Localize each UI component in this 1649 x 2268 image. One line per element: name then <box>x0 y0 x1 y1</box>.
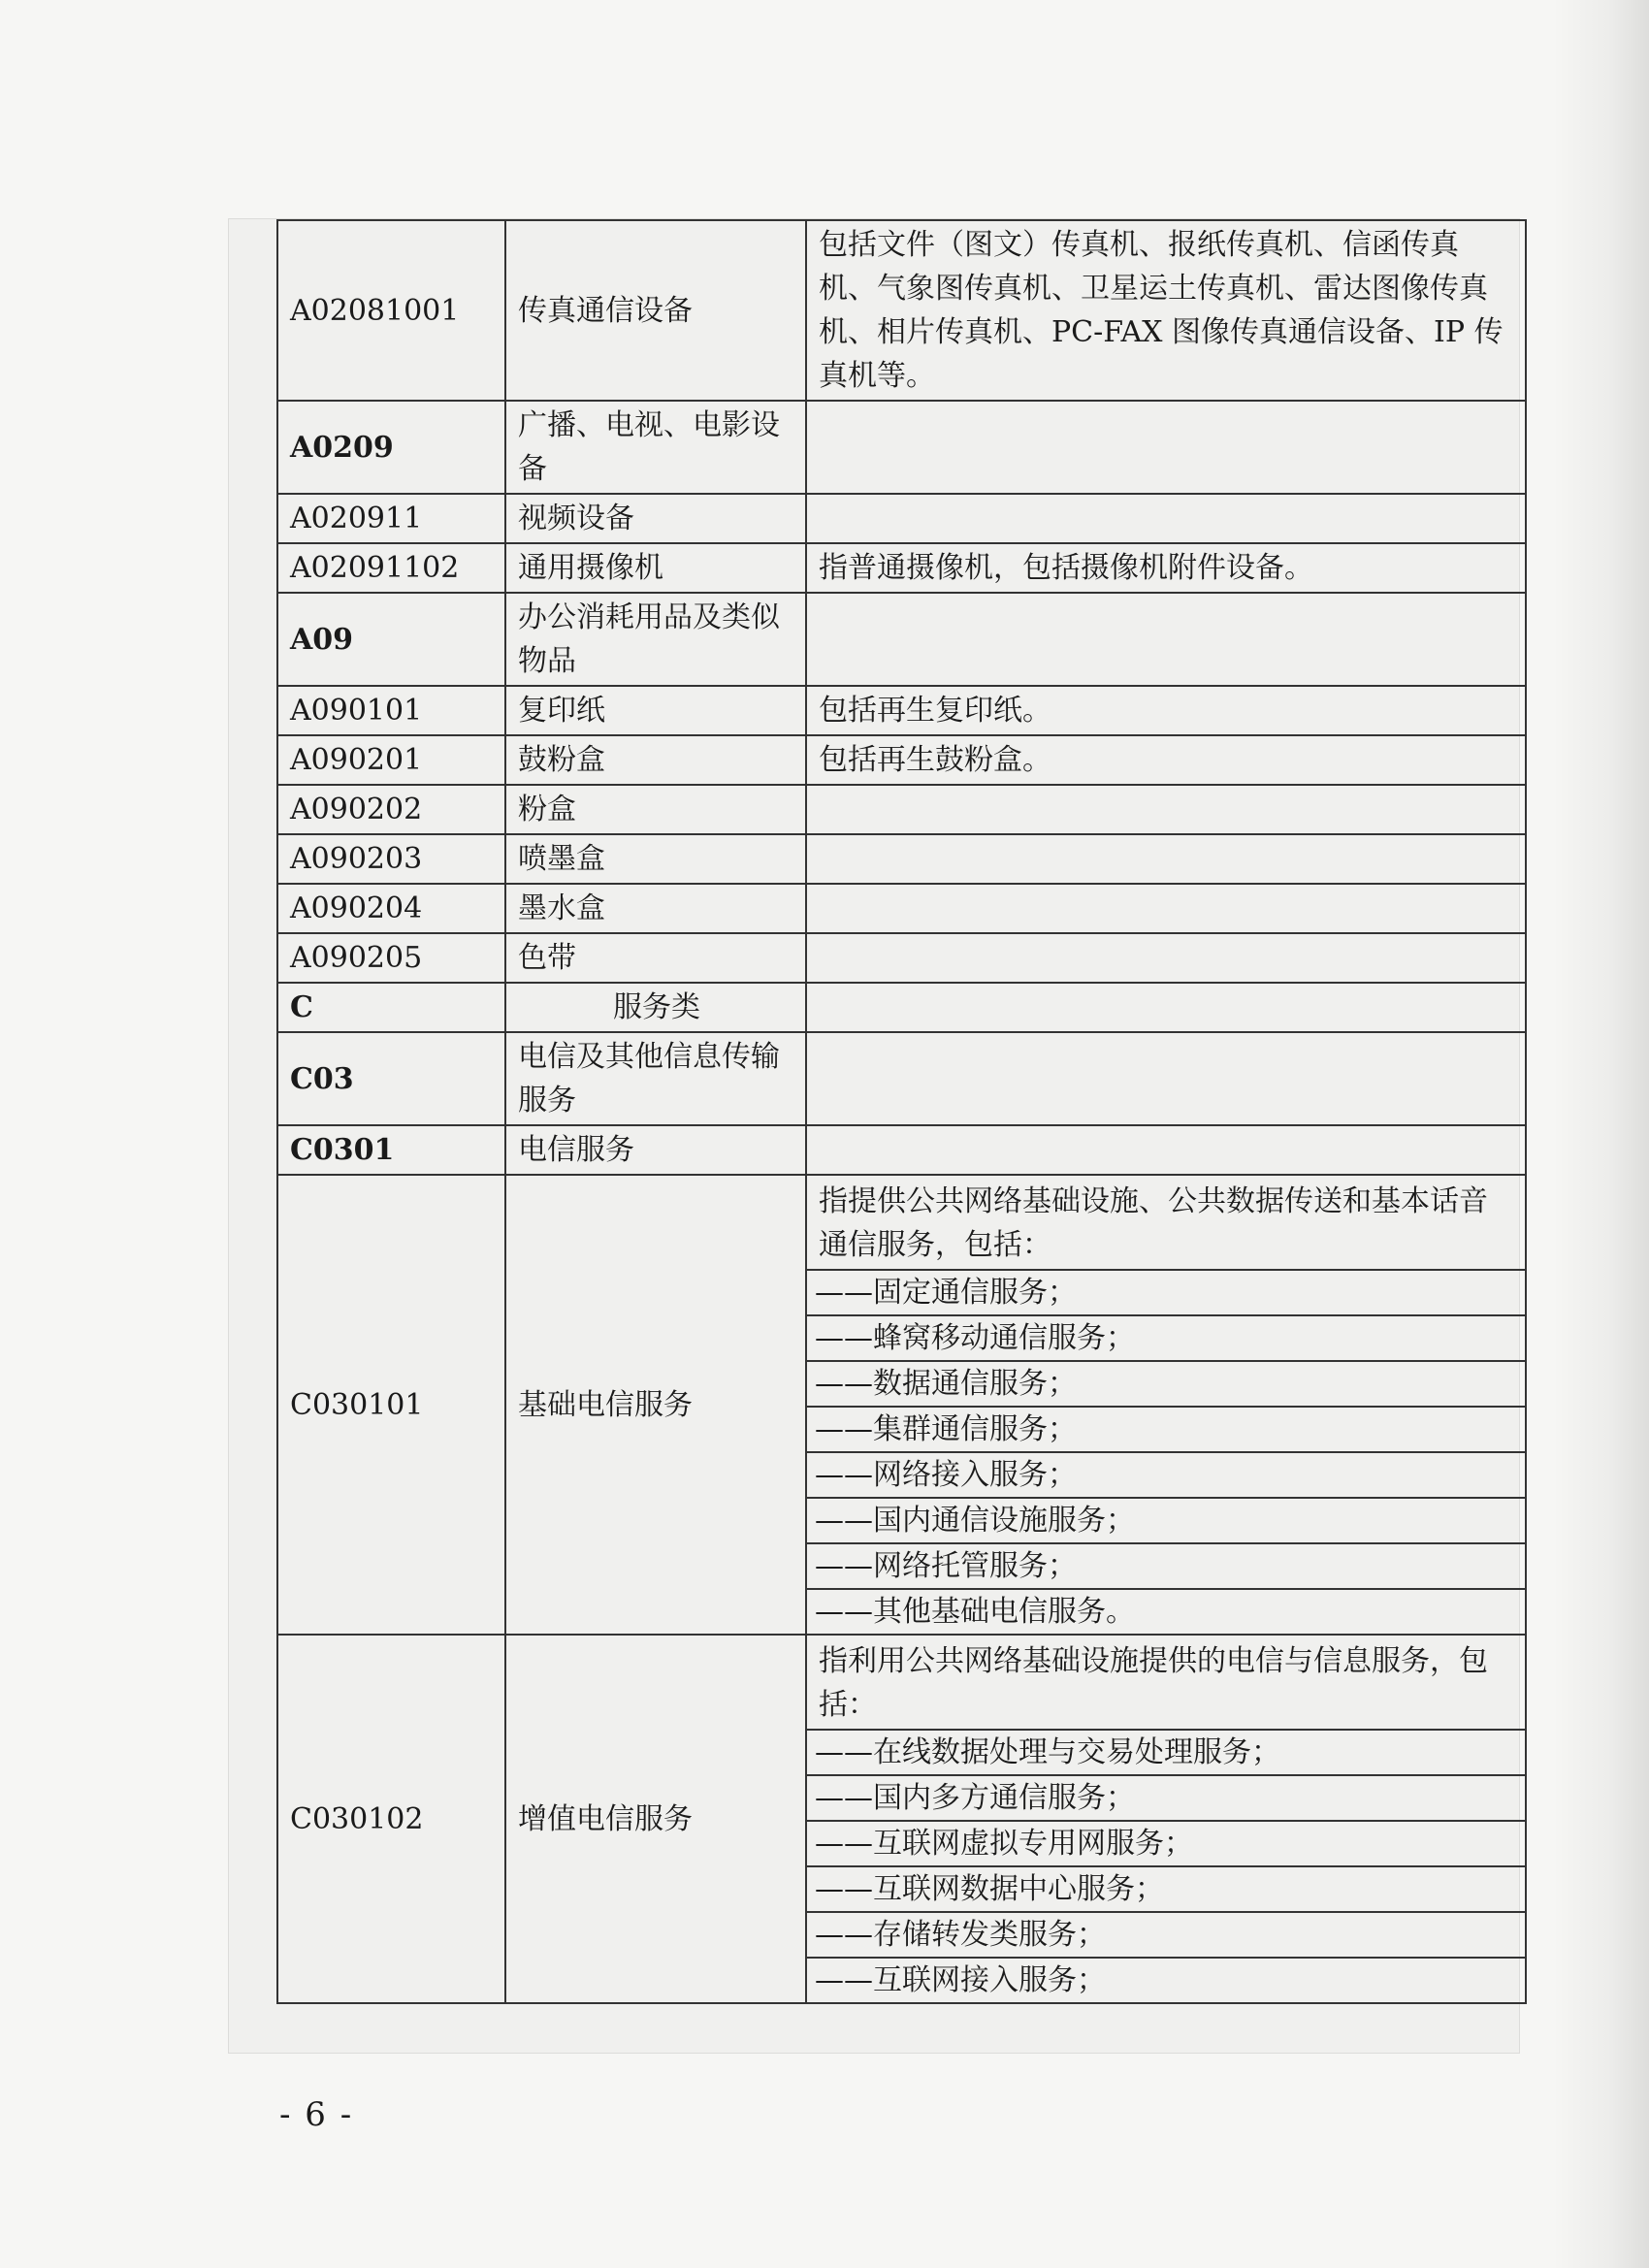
item-name: 办公消耗用品及类似物品 <box>505 593 806 686</box>
item-name: 复印纸 <box>505 686 806 735</box>
item-code: A09 <box>277 593 505 686</box>
table-row <box>277 1125 1526 1175</box>
list-item: ——国内通信设施服务； <box>807 1499 1525 1544</box>
item-name: 喷墨盒 <box>505 834 806 884</box>
table-row <box>277 834 1526 884</box>
item-code: A090205 <box>277 933 505 983</box>
item-code: C030101 <box>277 1175 505 1635</box>
item-description <box>806 401 1526 494</box>
item-description: 指普通摄像机，包括摄像机附件设备。 <box>806 543 1526 593</box>
list-item: ——互联网虚拟专用网服务； <box>807 1822 1525 1867</box>
description-intro: 指提供公共网络基础设施、公共数据传送和基本话音通信服务，包括： <box>807 1176 1525 1271</box>
item-description <box>806 834 1526 884</box>
procurement-catalog-table <box>276 219 1527 2004</box>
table-row <box>277 735 1526 785</box>
list-item: ——固定通信服务； <box>807 1271 1525 1316</box>
list-item: ——网络接入服务； <box>807 1453 1525 1499</box>
item-code: C03 <box>277 1032 505 1125</box>
list-item: ——集群通信服务； <box>807 1408 1525 1453</box>
item-name: 传真通信设备 <box>505 220 806 401</box>
table-row <box>277 785 1526 834</box>
table-row-value-added-telecom <box>277 1635 1526 2003</box>
table-row <box>277 933 1526 983</box>
table-row <box>277 494 1526 543</box>
item-name: 粉盒 <box>505 785 806 834</box>
list-item: ——存储转发类服务； <box>807 1913 1525 1959</box>
list-item: ——互联网数据中心服务； <box>807 1867 1525 1913</box>
item-description <box>806 785 1526 834</box>
item-description <box>806 1032 1526 1125</box>
table-row <box>277 884 1526 933</box>
list-item: ——网络托管服务； <box>807 1544 1525 1590</box>
item-description: 包括文件（图文）传真机、报纸传真机、信函传真机、气象图传真机、卫星运土传真机、雷达图像传真机、相片传真机、PC-FAX 图像传真通信设备、IP 传真机等。 <box>806 220 1526 401</box>
item-code: A02091102 <box>277 543 505 593</box>
list-item: ——蜂窝移动通信服务； <box>807 1316 1525 1362</box>
item-description: 包括再生鼓粉盒。 <box>806 735 1526 785</box>
item-description <box>806 1125 1526 1175</box>
item-name: 视频设备 <box>505 494 806 543</box>
item-name: 色带 <box>505 933 806 983</box>
item-code: A090101 <box>277 686 505 735</box>
table-row-basic-telecom <box>277 1175 1526 1635</box>
item-description <box>806 983 1526 1032</box>
item-name: 电信及其他信息传输服务 <box>505 1032 806 1125</box>
item-name: 墨水盒 <box>505 884 806 933</box>
table-row <box>277 543 1526 593</box>
list-item: ——在线数据处理与交易处理服务； <box>807 1731 1525 1776</box>
item-description <box>806 593 1526 686</box>
item-name: 基础电信服务 <box>505 1175 806 1635</box>
item-code: C0301 <box>277 1125 505 1175</box>
item-code: A0209 <box>277 401 505 494</box>
item-description: 包括再生复印纸。 <box>806 686 1526 735</box>
item-description <box>806 1635 1526 2003</box>
item-code: C030102 <box>277 1635 505 2003</box>
list-item: ——其他基础电信服务。 <box>815 1595 1135 1629</box>
description-intro: 指利用公共网络基础设施提供的电信与信息服务，包括： <box>807 1636 1525 1731</box>
item-code: A090203 <box>277 834 505 884</box>
item-name: 鼓粉盒 <box>505 735 806 785</box>
item-description <box>806 1175 1526 1635</box>
list-item: ——数据通信服务； <box>807 1362 1525 1408</box>
table-row <box>277 593 1526 686</box>
page-number: - 6 - <box>279 2095 354 2134</box>
item-description <box>806 933 1526 983</box>
table-row <box>277 220 1526 401</box>
list-item: ——互联网接入服务； <box>815 1963 1106 1997</box>
table-row <box>277 401 1526 494</box>
item-code: A02081001 <box>277 220 505 401</box>
item-code: A090204 <box>277 884 505 933</box>
table-row <box>277 686 1526 735</box>
list-item: ——国内多方通信服务； <box>807 1776 1525 1822</box>
item-name: 电信服务 <box>505 1125 806 1175</box>
item-name: 广播、电视、电影设备 <box>505 401 806 494</box>
item-code: A090202 <box>277 785 505 834</box>
item-description <box>806 494 1526 543</box>
item-code: A090201 <box>277 735 505 785</box>
item-code: C <box>277 983 505 1032</box>
item-name: 服务类 <box>505 983 806 1032</box>
item-code: A020911 <box>277 494 505 543</box>
item-name: 通用摄像机 <box>505 543 806 593</box>
item-name: 增值电信服务 <box>505 1635 806 2003</box>
item-description <box>806 884 1526 933</box>
table-row <box>277 983 1526 1032</box>
scan-edge-shadow <box>1552 0 1649 2268</box>
table-row <box>277 1032 1526 1125</box>
